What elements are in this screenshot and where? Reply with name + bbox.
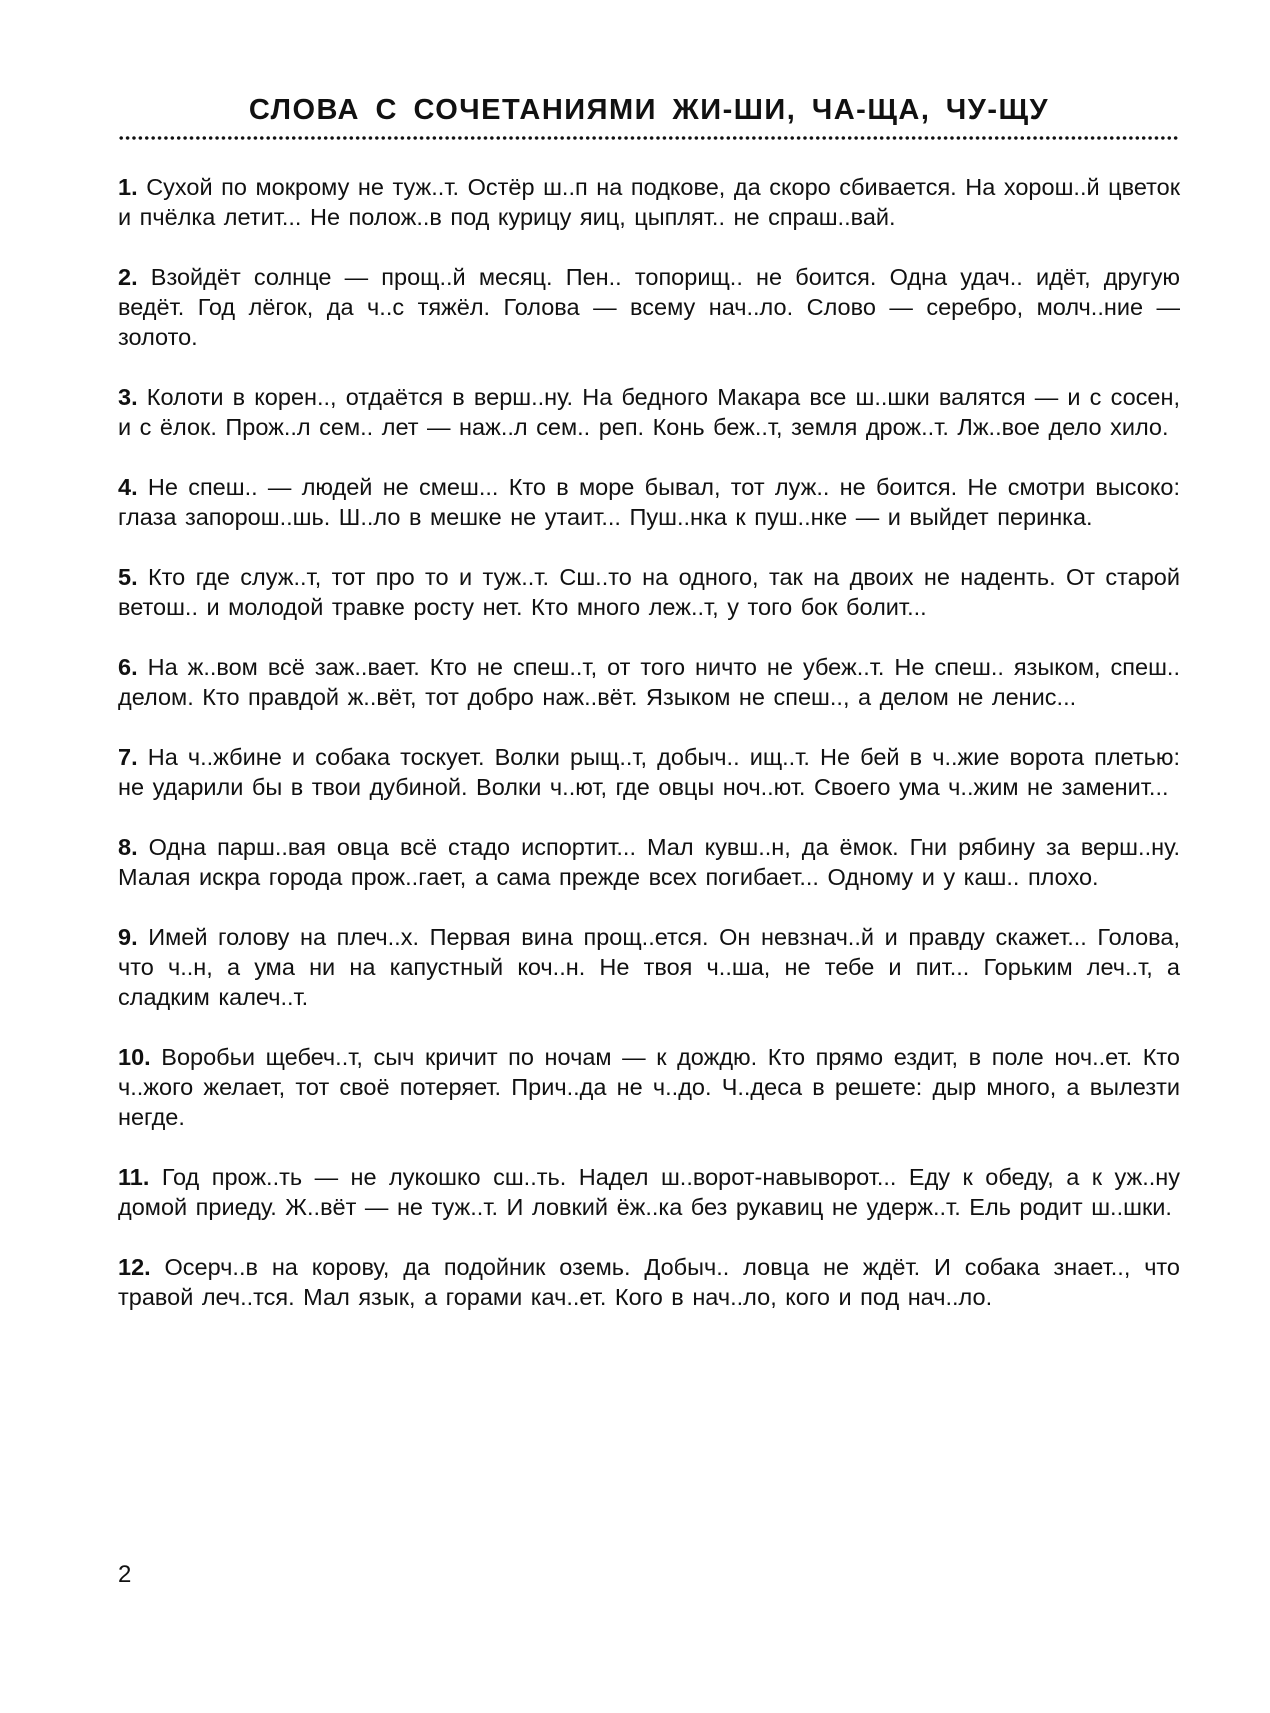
- exercise-number: 2.: [118, 264, 138, 290]
- exercise-number: 8.: [118, 834, 138, 860]
- exercise-text: На ч..жбине и собака тоскует. Волки рыщ..т, добыч.. ищ..т. Не бей в ч..жие ворота плетью: не ударили бы в твои дубиной. Волки ч..ют, где овцы ноч..ют. Своего ума ч..жим не заменит...: [118, 744, 1181, 800]
- exercise-number: 7.: [118, 744, 138, 770]
- exercise-text: Колоти в корен.., отдаётся в верш..ну. На бедного Макара все ш..шки валятся — и с сосен, и с ёлок. Прож..л сем.. лет — наж..л сем.. реп. Конь беж..т, земля дрож..т. Лж..вое дело хило.: [118, 384, 1181, 440]
- worksheet-page: [118, 92, 1180, 1342]
- exercise-2: [118, 262, 1180, 352]
- exercise-text: Осерч..в на корову, да подойник оземь. Добыч.. ловца не ждёт. И собака знает.., что травой леч..тся. Мал язык, а горами кач..ет. Кого в нач..ло, кого и под нач..ло.: [118, 1254, 1181, 1310]
- exercise-5: [118, 562, 1180, 622]
- exercise-text: Воробьи щебеч..т, сыч кричит по ночам — к дождю. Кто прямо ездит, в поле ноч..ет. Кто ч..жого желает, тот своё потеряет. Прич..да не ч..до. Ч..деса в решете: дыр много, а вылезти негде.: [118, 1044, 1180, 1130]
- exercise-4: [118, 472, 1180, 532]
- exercise-text: Взойдёт солнце — прощ..й месяц. Пен.. топорищ.. не боится. Одна удач.. идёт, другую ведёт. Год лёгок, да ч..с тяжёл. Голова — всему нач..ло. Слово — серебро, молч..ние — золото.: [118, 264, 1180, 350]
- page-number: 2: [118, 1561, 132, 1588]
- exercise-11: [118, 1162, 1180, 1222]
- exercise-3: [118, 382, 1180, 442]
- exercise-9: [118, 922, 1180, 1012]
- exercise-text: На ж..вом всё заж..вает. Кто не спеш..т, от того ничто не убеж..т. Не спеш.. языком, спеш.. делом. Кто правдой ж..вёт, тот добро наж..вёт. Языком не спеш.., а делом не ленис...: [118, 654, 1180, 710]
- exercise-number: 6.: [118, 654, 138, 680]
- exercise-number: 12.: [118, 1254, 151, 1280]
- exercise-1: [118, 172, 1180, 232]
- exercise-text: Одна парш..вая овца всё стадо испортит... Мал кувш..н, да ёмок. Гни рябину за верш..ну. Малая искра города прож..гает, а сама прежде всех погибает... Одному и у каш.. плохо.: [118, 834, 1181, 890]
- exercise-text: Сухой по мокрому не туж..т. Остёр ш..п на подкове, да скоро сбивается. На хорош..й цветок и пчёлка летит... Не полож..в под курицу яиц, цыплят.. не спраш..вай.: [118, 174, 1180, 230]
- exercise-6: [118, 652, 1180, 712]
- exercise-number: 9.: [118, 924, 138, 950]
- exercise-text: Кто где служ..т, тот про то и туж..т. Сш..то на одного, так на двоих не наденть. От старой ветош.. и молодой травке росту нет. Кто много леж..т, у того бок болит...: [118, 564, 1180, 620]
- exercise-text: Имей голову на плеч..х. Первая вина прощ..ется. Он невзнач..й и правду скажет... Голова, что ч..н, а ума ни на капустный коч..н. Не твоя ч..ша, не тебе и пит... Горьким леч..т, а сладким калеч..т.: [118, 924, 1181, 1010]
- exercise-list: [118, 172, 1180, 1312]
- exercise-number: 4.: [118, 474, 138, 500]
- exercise-7: [118, 742, 1180, 802]
- exercise-text: Не спеш.. — людей не смеш... Кто в море бывал, тот луж.. не боится. Не смотри высоко: глаза запорош..шь. Ш..ло в мешке не утаит... Пуш..нка к пуш..нке — и выйдет перинка.: [118, 474, 1181, 530]
- exercise-8: [118, 832, 1180, 892]
- exercise-number: 10.: [118, 1044, 151, 1070]
- dotted-divider: [118, 135, 1180, 141]
- exercise-text: Год прож..ть — не лукошко сш..ть. Надел ш..ворот-навыворот... Еду к обеду, а к уж..ну домой приеду. Ж..вёт — не туж..т. И ловкий ёж..ка без рукавиц не удерж..т. Ель родит ш..шки.: [118, 1164, 1180, 1220]
- exercise-number: 3.: [118, 384, 138, 410]
- exercise-number: 11.: [118, 1164, 150, 1190]
- page-title: СЛОВА С СОЧЕТАНИЯМИ ЖИ-ШИ, ЧА-ЩА, ЧУ-ЩУ: [248, 94, 1050, 126]
- exercise-number: 5.: [118, 564, 138, 590]
- exercise-10: [118, 1042, 1180, 1132]
- exercise-12: [118, 1252, 1180, 1312]
- exercise-number: 1.: [118, 174, 138, 200]
